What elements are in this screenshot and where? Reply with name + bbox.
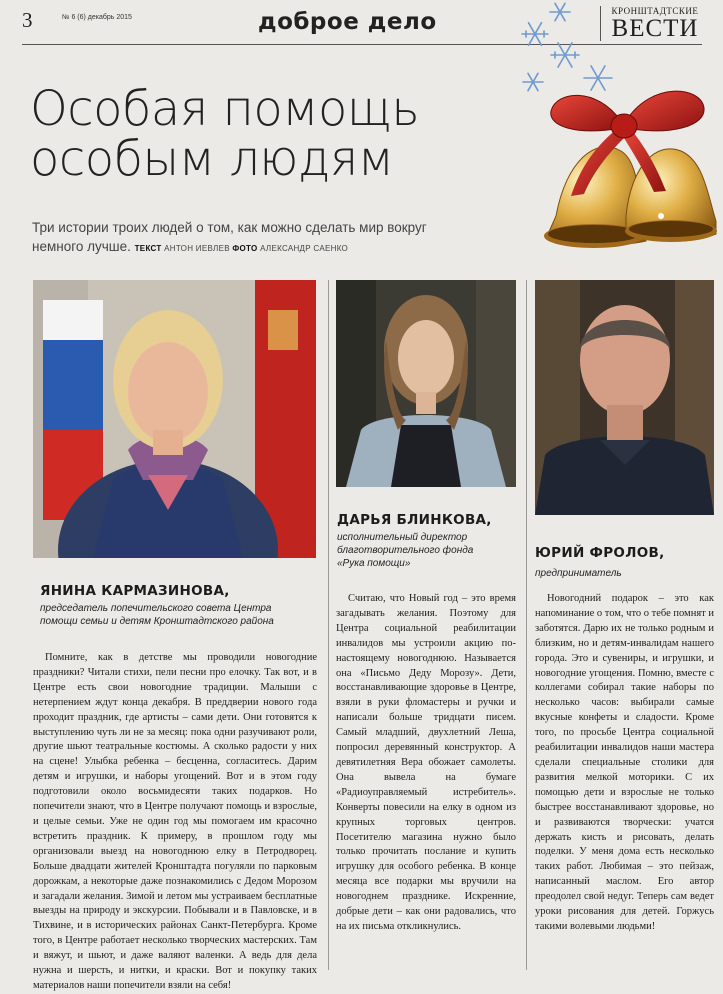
photo-frolov [535, 280, 714, 515]
article-title [30, 81, 420, 187]
photo-karmazinova [33, 280, 316, 558]
lead-text: Три истории троих людей о том, как можно сделать мир вокруг немного лучше. [32, 220, 427, 254]
article-text-karmazinova [33, 651, 317, 994]
article-lead [32, 218, 452, 258]
person-role-karmazinova: председатель попечительского совета Центра помощи семьи и детям Кронштадтского района [40, 603, 274, 627]
article-text-frolov [535, 592, 714, 935]
issue-info: № 6 (6) декабрь 2015 [62, 14, 132, 21]
person-name-frolov: ЮРИЙ ФРОЛОВ, [535, 545, 665, 561]
page-number: 3 [22, 8, 33, 32]
paragraph: Помните, как в детстве мы проводили новогодние праздники? Читали стихи, пели песни про елочку. Так вот, и в Центре есть свои новогодние традиции. Малыши с нетерпением ждут конца декабря. В преддверии нового года проходит праздник, где артисты – сами дети. Они готовятся к выступлению чуть ли не за месяц: пока одни разучивают роли, другие шьют театральные костюмы. А сколько радости у них на сцене! Улыбка ребенка – бесценна, согласитесь. Дарим детям и игрушки, и наборы угощений. Вот и в этом году подготовили около восьмидесяти таких подарков. Но попечители знают, что в Центре получают помощь и взрослые, и целые семьи. Уже не один год мы помогаем им красочно встретить праздник. К примеру, в прошлом году мы организовали выезд на новогоднюю елку в Петродворец. Больше двадцати жителей Кронштадта погуляли по парковым дорожкам, а некоторые даже познакомились с Дедом Морозом и загадали желания. Зимой и летом мы устраиваем бесплатные выезды на природу и экскурсии. Побывали и в Павловске, и в Тихвине, и в исторических районах Санкт-Петербурга. Кроме того, в Центре работает несколько творческих мастерских. Там и вяжут, и шьют, и даже валяют валенки. А ведь для дела нужна и шерсть, и нитки, и краски. Вот и покупку таких материалов наши попечители взяли на себя! [33, 652, 317, 991]
photo-label: ФОТО [232, 244, 258, 253]
paragraph: Новогодний подарок – это как напоминание о том, что о тебе помнят и заботятся. Дарю их не только родным и близким, но и детям-инвалидам нашего города. Это и сувениры, и игрушки, и новогодние угощения. Помню, вместе с коллегами собирал такие наборы по несколько часов: выбирали самые вкусные конфеты и сладости. Кроме того, по просьбе Центра социальной реабилитации инвалидов наши мастера сделали специальные столики для развития мелкой моторики. С их помощью дети и взрослые не только быстрее восстанавливают здоровье, но и развиваются творчески: учатся держать кисть и рисовать, делать поделки. У меня дома есть несколько таких работ. Любимая – это пейзаж, написанный маслом. Его автор преодолел свой недуг. Теперь сам ведет уроки рисования для детей. Горжусь такими волевыми людьми! [535, 593, 714, 932]
title-line-1: Особая помощь [30, 81, 420, 137]
paragraph: Считаю, что Новый год – это время загадывать желания. Поэтому для Центра социальной реабилитации инвалидов мы устроили акцию по-настоящему новогоднюю. Называется она «Письмо Деду Морозу». Дети, восстанавливающие здоровье в Центре, взяли в руки фломастеры и ручки и написали больше тридцати писем. Самый младший, двухлетний Леша, попросил деревянный конструктор. А девятилетняя Вера обожает самолеты. Она вывела на бумаге «Радиоуправляемый истребитель». Конверты повесили на елку в одном из крупных торговых центров. Посетителю магазина нужно было только прочитать послание и купить игрушку для особого ребенка. В конце месяца все подарки мы вручили на новогоднем празднике. Искренние, добрые дети – как они радовались, что на их письма откликнулись. [336, 593, 516, 932]
title-line-2: особым людям [30, 131, 394, 187]
column-divider [526, 280, 527, 970]
column-divider [328, 280, 329, 970]
person-role-frolov: предприниматель [535, 568, 622, 579]
credits [135, 244, 348, 253]
christmas-bells-icon [526, 66, 722, 256]
text-author: АНТОН ИЕВЛЕВ [164, 244, 230, 253]
brand-top: КРОНШТАДТСКИЕ [611, 6, 699, 16]
photo-blinkova [336, 280, 516, 487]
article-text-blinkova [336, 592, 516, 935]
person-role-blinkova: исполнительный директор благотворительного фонда «Рука помощи» [337, 532, 474, 569]
person-name-karmazinova: ЯНИНА КАРМАЗИНОВА, [40, 583, 230, 599]
person-name-blinkova: ДАРЬЯ БЛИНКОВА, [337, 512, 492, 528]
photo-author: АЛЕКСАНДР САЕНКО [260, 244, 349, 253]
section-rubric: доброе дело [258, 9, 437, 35]
brand-main: ВЕСТИ [611, 15, 699, 42]
text-label: ТЕКСТ [134, 244, 162, 253]
